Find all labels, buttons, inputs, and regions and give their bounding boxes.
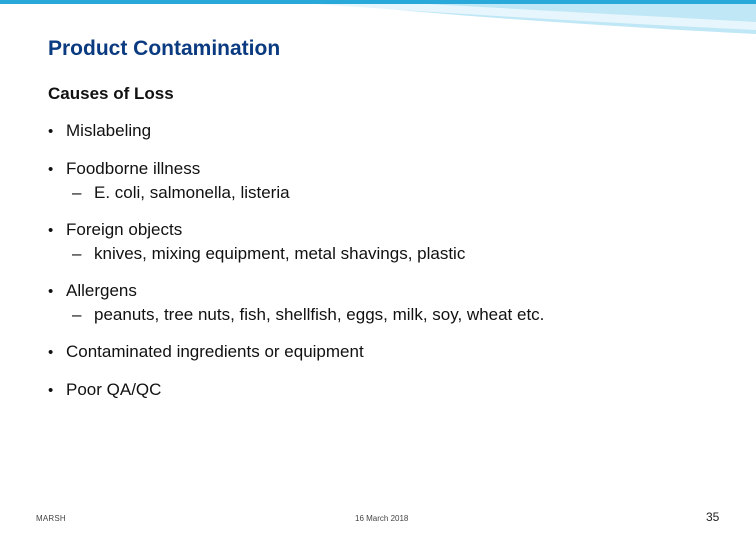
header-accent-stripe	[0, 0, 756, 4]
sub-bullet-dash: –	[72, 305, 82, 324]
sub-bullet-dash: –	[72, 183, 82, 202]
sub-bullet-dash: –	[72, 244, 82, 263]
sub-bullet-text: peanuts, tree nuts, fish, shellfish, eggs, milk, soy, wheat etc.	[94, 305, 545, 324]
bullet-item-foreign-objects	[48, 219, 728, 264]
header-decoration	[0, 0, 756, 36]
bullet-item-contaminated-ingredients	[48, 341, 728, 363]
bullet-glyph: •	[48, 123, 54, 140]
bullet-glyph: •	[48, 161, 54, 178]
page-number: 35	[706, 510, 720, 524]
bullet-glyph: •	[48, 283, 54, 300]
bullet-glyph: •	[48, 382, 54, 399]
bullet-item-mislabeling	[48, 120, 728, 142]
bullet-text: Mislabeling	[66, 121, 152, 140]
bullet-text: Contaminated ingredients or equipment	[66, 342, 364, 361]
footer-date: 16 March 2018	[355, 514, 409, 523]
bullet-item-allergens	[48, 280, 728, 325]
bullet-text: Allergens	[66, 281, 137, 300]
bullet-text: Poor QA/QC	[66, 380, 162, 399]
bullet-item-foodborne-illness	[48, 158, 728, 203]
slide-subtitle: Causes of Loss	[48, 84, 174, 103]
bullet-item-poor-qa-qc	[48, 379, 728, 401]
bullet-glyph: •	[48, 222, 54, 239]
sub-bullet-text: E. coli, salmonella, listeria	[94, 183, 290, 202]
bullet-text: Foreign objects	[66, 220, 183, 239]
bullet-list	[48, 120, 728, 417]
footer-brand: MARSH	[36, 514, 66, 523]
bullet-glyph: •	[48, 344, 54, 361]
slide-title: Product Contamination	[48, 37, 281, 60]
sub-bullet-text: knives, mixing equipment, metal shavings, plastic	[94, 244, 466, 263]
bullet-text: Foodborne illness	[66, 159, 201, 178]
